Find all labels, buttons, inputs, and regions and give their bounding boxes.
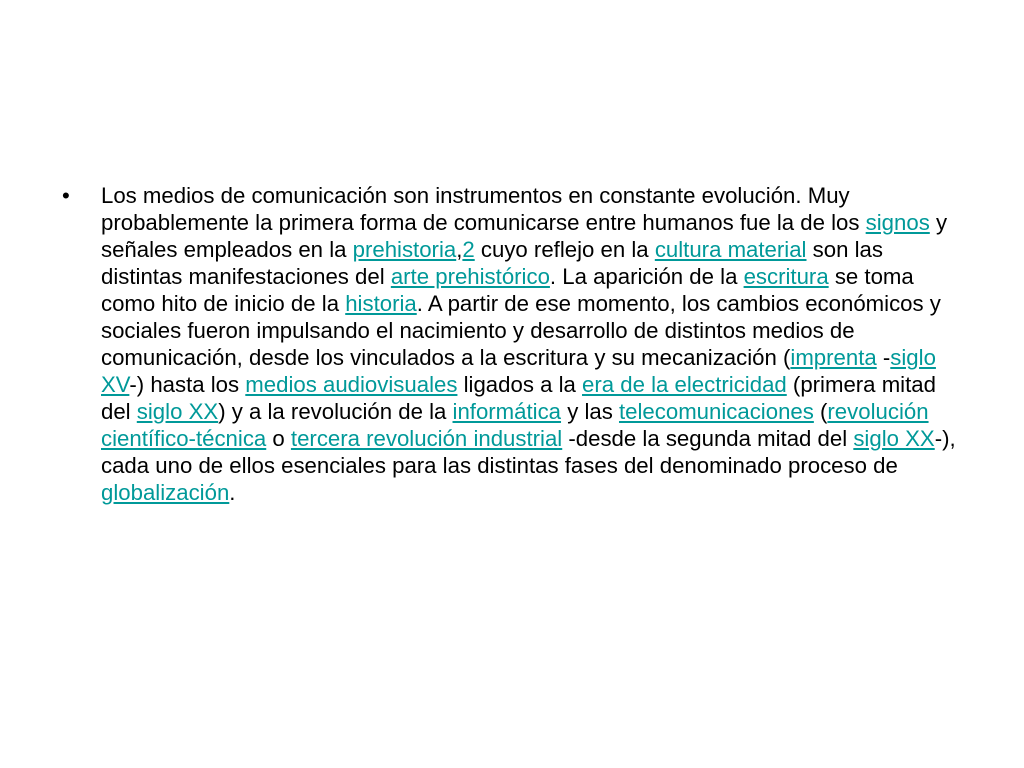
hyperlink[interactable]: siglo XV (101, 345, 936, 397)
paragraph-text-run: y las (561, 399, 619, 424)
hyperlink[interactable]: escritura (743, 264, 829, 289)
paragraph-text-run: Los medios de comunicación son instrumentos en constante evolución. Muy probablemente la primera forma de comunicarse entre humanos fue la de los (101, 183, 866, 235)
hyperlink[interactable]: arte prehistórico (390, 264, 550, 289)
hyperlink[interactable]: revolución científico-técnica (101, 399, 929, 451)
paragraph-text-run: son las distintas manifestaciones del (101, 237, 883, 289)
paragraph-text-run: . (229, 480, 236, 505)
hyperlink[interactable]: prehistoria (352, 237, 457, 262)
paragraph-text-run: , (456, 237, 463, 262)
paragraph-text-run: -) hasta los (129, 372, 246, 397)
hyperlink[interactable]: medios audiovisuales (245, 372, 458, 397)
paragraph-text-run: -desde la segunda mitad del (562, 426, 854, 451)
hyperlink[interactable]: 2 (462, 237, 475, 262)
paragraph-text-run: o (266, 426, 291, 451)
paragraph-text-run: ligados a la (457, 372, 583, 397)
bullet-marker: • (62, 183, 70, 208)
paragraph-text-run: y señales empleados en la (101, 210, 948, 262)
paragraph-text-run: . La aparición de la (549, 264, 744, 289)
paragraph-text-run: se toma como hito de inicio de la (101, 264, 914, 316)
paragraph-text-run: -), cada uno de ellos esenciales para las distintas fases del denominado proceso de (101, 426, 956, 478)
hyperlink[interactable]: era de la electricidad (582, 372, 787, 397)
paragraph-text-run: cuyo reflejo en la (474, 237, 655, 262)
paragraph-text-run: ) y a la revolución de la (218, 399, 453, 424)
hyperlink[interactable]: signos (865, 210, 930, 235)
paragraph-text-run: ( (813, 399, 828, 424)
hyperlink[interactable]: globalización (101, 480, 230, 505)
paragraph-text-run: . A partir de ese momento, los cambios económicos y sociales fueron impulsando el nacimiento y desarrollo de distintos medios de comunicación, desde los vinculados a la escritura y su mecanización ( (101, 291, 941, 370)
paragraph-text-run: - (876, 345, 891, 370)
hyperlink[interactable]: tercera revolución industrial (290, 426, 563, 451)
hyperlink[interactable]: siglo XX (853, 426, 935, 451)
hyperlink[interactable]: informática (452, 399, 562, 424)
hyperlink[interactable]: siglo XX (136, 399, 219, 424)
paragraph-text (101, 182, 961, 506)
hyperlink[interactable]: telecomunicaciones (618, 399, 814, 424)
paragraph-text-run: (primera mitad del (101, 372, 936, 424)
bullet-paragraph (62, 182, 962, 506)
hyperlink[interactable]: historia (345, 291, 417, 316)
hyperlink[interactable]: imprenta (790, 345, 877, 370)
hyperlink[interactable]: cultura material (654, 237, 807, 262)
